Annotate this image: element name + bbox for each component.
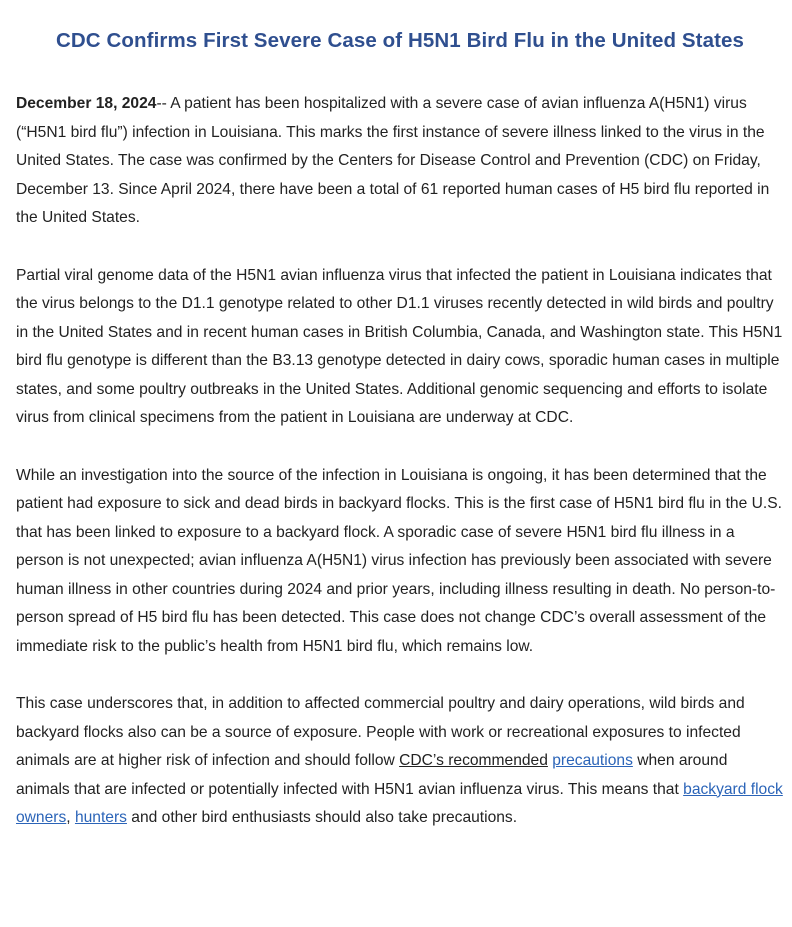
release-date: December 18, 2024 [16, 95, 157, 112]
paragraph-1 [16, 90, 784, 233]
paragraph-2: Partial viral genome data of the H5N1 avian influenza virus that infected the patient in Louisiana indicates that the virus belongs to the D1.1 genotype related to other D1.1 viruses recently detected in wild birds and poultry in the United States and in recent human cases in British Columbia, Canada, and Washington state. This H5N1 bird flu genotype is different than the B3.13 genotype detected in dairy cows, sporadic human cases in multiple states, and some poultry outbreaks in the United States. Additional genomic sequencing and efforts to isolate virus from clinical specimens from the patient in Louisiana are underway at CDC. [16, 266, 783, 426]
precautions-link[interactable]: precautions [552, 752, 633, 769]
press-release [16, 28, 784, 833]
paragraph-4-text-middle: when around animals that are infected or potentially infected with H5N1 avian influenza virus. This means that [16, 752, 728, 798]
cdc-recommended-link[interactable]: CDC’s recommended [399, 752, 548, 769]
link-separator: , [66, 809, 75, 826]
hunters-link[interactable]: hunters [74, 809, 127, 826]
paragraph-1-text: -- A patient has been hospitalized with a severe case of avian influenza A(H5N1) virus (“H5N1 bird flu”) infection in Louisiana. This marks the first instance of severe illness linked to the virus in the United States. The case was confirmed by the Centers for Disease Control and Prevention (CDC) on Friday, December 13. Since April 2024, there have been a total of 61 reported human cases of H5 bird flu reported in the United States. [16, 95, 770, 226]
paragraph-4-text-end: and other bird enthusiasts should also take precautions. [126, 809, 518, 826]
paragraph-4-text-start: This case underscores that, in addition to affected commercial poultry and dairy operations, wild birds and backyard flocks also can be a source of exposure. People with work or recreational exposures to infected animals are at higher risk of infection and should follow [16, 695, 745, 769]
paragraph-4 [16, 690, 784, 833]
page-title: CDC Confirms First Severe Case of H5N1 Bird Flu in the United States [56, 29, 744, 52]
paragraph-3: While an investigation into the source of the infection in Louisiana is ongoing, it has been determined that the patient had exposure to sick and dead birds in backyard flocks. This is the first case of H5N1 bird flu in the U.S. that has been linked to exposure to a backyard flock. A sporadic case of severe H5N1 bird flu illness in a person is not unexpected; avian influenza A(H5N1) virus infection has previously been associated with severe human illness in other countries during 2024 and prior years, including illness resulting in death. No person-to-person spread of H5 bird flu has been detected. This case does not change CDC’s overall assessment of the immediate risk to the public’s health from H5N1 bird flu, which remains low. [16, 466, 782, 655]
backyard-flock-owners-link[interactable]: backyard flock owners [16, 780, 783, 826]
